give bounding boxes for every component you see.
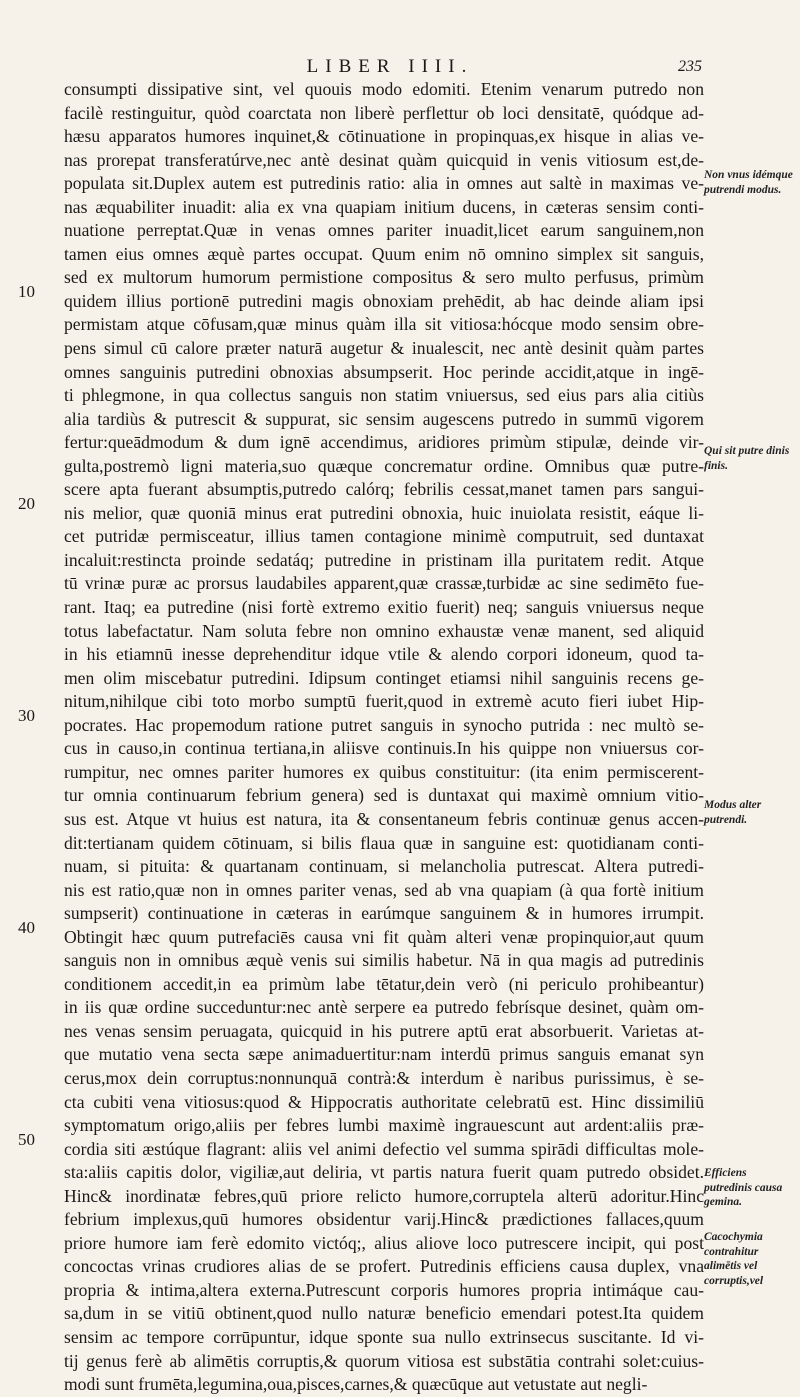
text-line: nas prorepat transferatúrve,nec antè desinat quàm quicquid in venis vitiosum est,de-	[64, 149, 704, 170]
text-line: pens simul cū calore præter naturā augetur & inualescit, nec antè desinit quàm partes	[64, 338, 704, 359]
text-line: priore humore iam ferè edomito victóq;, alius aliove loco putrescere incipit, qui post	[64, 1232, 704, 1253]
margin-note-cacochymia: Cacochymia contrahitur alimētis vel corruptis,vel	[704, 1231, 764, 1287]
text-line: scere apta fuerant absumptis,putredo calórq; febrilis cessat,manet tamen pars sangui-	[64, 479, 704, 500]
text-line: cta cubiti vena vitiosus:quod & Hippocratis authoritate celebratū est. Hinc dissimiliū	[64, 1091, 704, 1112]
text-line: omnes sanguinis putredini obnoxias absumpserit. Hoc perinde accidit,atque in ingē-	[64, 361, 704, 382]
text-line: incaluit:restincta proinde sedatáq; putredine in pristinam illa puritatem redit. Atque	[64, 549, 704, 570]
text-line: febrium implexus,quū humores obsidentur varij.Hinc& prædictiones fallaces,quum	[64, 1209, 704, 1230]
text-line: populata sit.Duplex autem est putredinis ratio: alia in omnes aut saltè in maximas ve-	[64, 173, 704, 194]
text-line: nes venas sensim peruagata, quicquid in his putrere aptū erat absorbuerit. Varietas at-	[64, 1020, 704, 1041]
margin-note-modus-alter: Modus alter putrendi.	[704, 799, 762, 826]
text-line: sumpserit) continuatione in cæteras in earúmque sanguinem & in humores irrumpit.	[64, 903, 704, 924]
line-number-10: 10	[18, 282, 35, 301]
text-line: alia tardiùs & putrescit & suppurat, sic sensim augescens putredo in summū vigorem	[64, 408, 704, 429]
text-line: quidem illius portionē putredini magis obnoxiam prehēdit, ab hac deinde aliam ipsi	[64, 290, 704, 311]
text-line: modi sunt frumēta,legumina,oua,pisces,carnes,& quæcūque aut vetustate aut negli-	[64, 1374, 648, 1395]
text-line: sa,dum in se vitiū obtinent,quod nullo naturæ beneficio emendari potest.Ita quidem	[64, 1303, 704, 1324]
text-line: tū vrinæ puræ ac prorsus laudabiles apparent,quæ crassæ,turbidæ ac sine sedimēto fue-	[64, 573, 704, 594]
text-line: cerus,mox dein corruptus:nonnunquā contrà:& interdum è naribus purissimus, è se-	[64, 1067, 704, 1088]
text-line: rant. Itaq; ea putredine (nisi fortè extremo exitio fuerit) neq; sanguis vniuersus neque	[64, 597, 704, 618]
text-line: Hinc& inordinatæ febres,quū priore relicto humore,corruptela alterū adoritur.Hinc	[64, 1185, 704, 1206]
text-line: sanguis non in omnibus æquè venis sui similis habetur. Nā in qua magis ad putredinis	[64, 950, 704, 971]
text-line: pocrates. Hac propemodum ratione putret sanguis in synocho putrida : nec multò se-	[64, 714, 704, 735]
running-head: LIBER IIII.	[306, 56, 474, 77]
text-line: cet putridæ permisceatur, illius tamen contagione minimè computruit, sed duntaxat	[64, 526, 704, 547]
text-line: fertur:queādmodum & dum ignē accendimus, aridiores primùm stipulæ, deinde vir-	[64, 432, 704, 453]
text-line: nis melior, quæ quoniā minus erat putredini obnoxia, huic inuiolata resistit, eáque li-	[64, 502, 704, 523]
text-line: conditionem accedit,in ea primùm labe tētatur,dein verò (ni periculo prohibeantur)	[64, 973, 704, 994]
text-line: propria & intima,altera externa.Putrescunt corporis humores propria intimáque cau-	[64, 1279, 704, 1300]
text-line: hæsu apparatos humores inquinet,& cōtinuatione in propinquas,ex hisque in alias ve-	[64, 126, 704, 147]
text-line: in iis quæ ordine succeduntur:nec antè serpere ea putredo febrísque desinet, quàm om-	[64, 997, 704, 1018]
text-line: sensim ac tempore corrūpuntur, idque sponte sua nullo extrinsecus suscitante. Id vi-	[64, 1326, 704, 1347]
text-line: symptomatum origo,aliis per febres lumbi maximè ingrauescunt aut ardent:aliis præ-	[64, 1115, 704, 1136]
text-line: sed ex multorum humorum permistione compositus & sero multo perfusus, primùm	[64, 267, 704, 288]
text-line: nas æquabiliter inuadit: alia ex vna quapiam initium ducens, in cæteras sensim conti-	[64, 196, 704, 217]
text-line: nuam, si pituita: & quartanam continuam, si melancholia putrescat. Altera putredi-	[64, 856, 704, 877]
text-line: tur omnia continuarum febrium genera) sed is duntaxat qui maximè omnium vitio-	[64, 785, 704, 806]
text-line: rumpitur, nec omnes pariter humores ex quibus constituitur: (ita enim permiscerent-	[64, 761, 704, 782]
text-line: consumpti dissipative sint, vel quouis modo edomiti. Etenim venarum putredo non	[64, 79, 704, 99]
text-line: nuatione perreptat.Quæ in venas omnes pariter inuadit,licet earum sanguinem,non	[64, 220, 704, 241]
main-text-block	[64, 78, 704, 1397]
text-line: tamen eius omnes æquè partes occupat. Quum enim nō omnino simplex sit sanguis,	[64, 243, 704, 264]
text-line: sta:aliis capitis dolor, vigiliæ,aut deliria, vt partis natura fuerit quam putredo obsidet.	[64, 1162, 704, 1183]
text-line: men olim miscebatur putredini. Idipsum continget etiamsi nihil sanguinis recens ge-	[64, 667, 704, 688]
line-number-30: 30	[18, 706, 35, 725]
text-line: cordia siti æstúque flagrant: aliis vel animi defectio vel summa spirādi difficultas mole-	[64, 1138, 704, 1159]
text-line: dit:tertianam quidem cōtinuam, si bilis flaua quæ in sanguine est: quotidianam conti-	[64, 832, 704, 853]
line-number-50: 50	[18, 1130, 35, 1149]
text-line: permistam atque cōfusam,quæ minus quàm illa sit vitiosa:hócque modo sensim obre-	[64, 314, 704, 335]
text-line: facilè restinguitur, quòd coarctata non liberè perflettur ob loci densitatē, quódque ad-	[64, 102, 704, 123]
line-number-40: 40	[18, 918, 35, 937]
margin-note-non-vnus: Non vnus idémque putrendi modus.	[704, 169, 793, 196]
text-line: Obtingit hæc quum putrefaciēs causa vni fit quàm alteri venæ propinquior,aut quum	[64, 926, 704, 947]
text-line: nis est ratio,quæ non in omnes pariter venas, sed ab vna quapiam (à qua fortè initium	[64, 879, 704, 900]
page-number: 235	[678, 58, 702, 75]
margin-note-putredinis-finis: Qui sit putre dinis finis.	[704, 445, 790, 472]
text-line: que mutatio vena secta sæpe animaduertitur:nam interdū primus sanguis emanat syn	[64, 1044, 704, 1065]
text-line: nitum,nihilque cibi toto morbo sumptū fuerit,quod in extremè acuto fieri iubet Hip-	[64, 691, 704, 712]
text-line: sus est. Atque vt huius est natura, ita & consentaneum febris continuæ genus accen-	[64, 808, 704, 829]
line-number-20: 20	[18, 494, 35, 513]
text-line: gulta,postremò ligni materia,suo quæque concrematur ordine. Omnibus quæ putre-	[64, 455, 704, 476]
text-line: cus in causo,in continua tertiana,in aliisve continuis.In his quippe non vniuersus cor-	[64, 738, 704, 759]
margin-note-efficiens-causa: Efficiens putredinis causa gemina.	[704, 1167, 783, 1208]
text-line: tij genus ferè ab alimētis corruptis,& quorum vitiosa est substātia contrahi solet:cuius-	[64, 1350, 704, 1371]
text-line: totus labefactatur. Nam soluta febre non omnino exhaustæ venæ manent, sed aliquid	[64, 620, 704, 641]
text-line: ti phlegmone, in qua collectus sanguis non statim vniuersus, sed eius pars alia citiùs	[64, 385, 704, 406]
text-line: concoctas vrinas crudiores alias de se profert. Putredinis efficiens causa duplex, vna	[64, 1256, 704, 1277]
text-line: in his etiamnū inesse deprehenditur idque vtile & alendo corpori idoneum, quod ta-	[64, 644, 704, 665]
